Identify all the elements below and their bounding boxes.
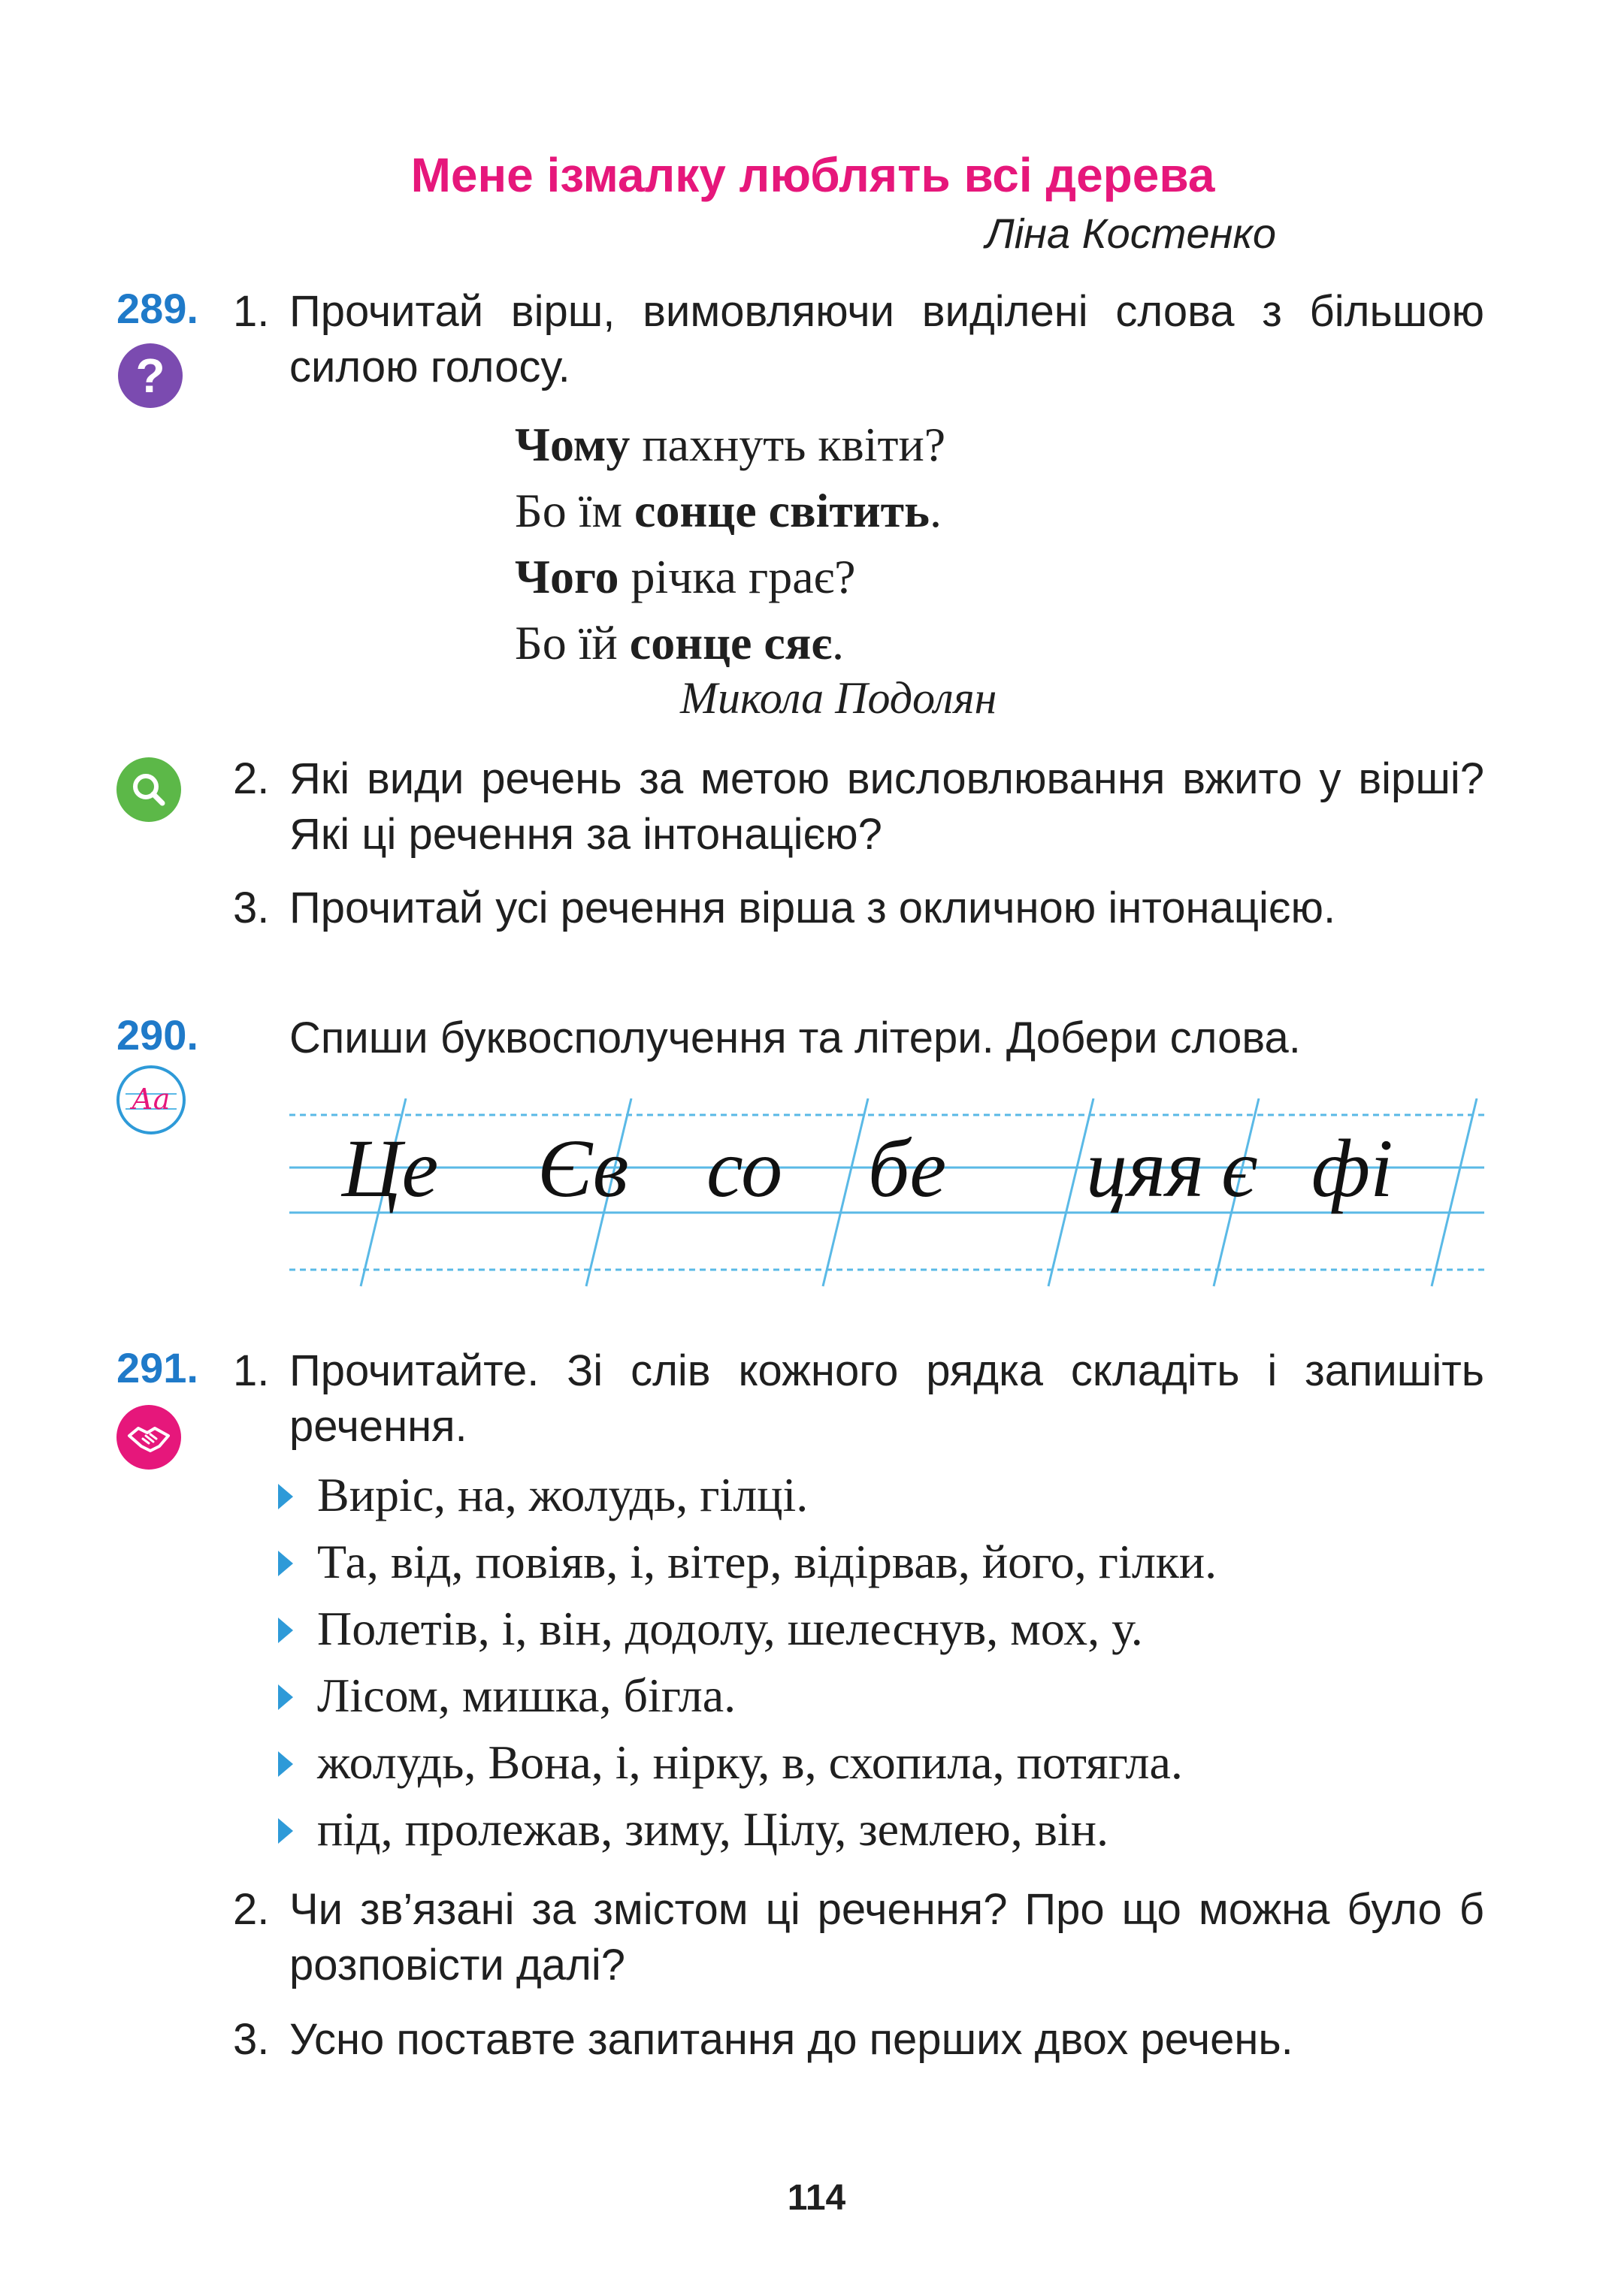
list-item-text: Полетів, і, він, додолу, шелеснув, мох, у. xyxy=(317,1602,1143,1655)
poem-line xyxy=(515,544,945,610)
exercise-number-291: 291. xyxy=(116,1344,198,1391)
handwriting-letters-2: Єв xyxy=(537,1122,629,1214)
handwriting-letters-7: фі xyxy=(1311,1122,1393,1214)
step-number: 2. xyxy=(233,754,270,803)
search-icon xyxy=(116,757,181,822)
poem-text: річка грає? xyxy=(619,550,856,603)
poem-bold-word: сонце світить xyxy=(634,484,930,537)
step-number: 2. xyxy=(233,1885,270,1934)
bullet-icon xyxy=(278,1684,293,1710)
list-item xyxy=(278,1461,1217,1528)
poem-text: Бо їм xyxy=(515,484,635,537)
list-item xyxy=(278,1729,1217,1796)
handwriting-letters-3: со xyxy=(706,1122,783,1214)
question-icon: ? xyxy=(118,343,183,408)
list-item xyxy=(278,1528,1217,1595)
poem-bold-word: Чого xyxy=(515,550,619,603)
title-author: Ліна Костенко xyxy=(985,210,1276,257)
handwriting-letters-5: цяя xyxy=(1086,1122,1205,1214)
sentence-list xyxy=(278,1461,1217,1862)
poem-text: . xyxy=(832,616,845,669)
poem-bold-word: сонце сяє xyxy=(629,616,833,669)
poem-line xyxy=(515,610,945,676)
step-number: 1. xyxy=(233,287,270,336)
list-item xyxy=(278,1662,1217,1729)
instruction-text: Які види речень за метою висловлювання вжито у вірші? Які ці речення за інтонацією? xyxy=(289,754,1484,859)
page-title: Мене ізмалку люблять всі дерева xyxy=(410,148,1215,202)
instruction-text: Усно поставте запитання до перших двох речень. xyxy=(289,2015,1293,2064)
bullet-icon xyxy=(278,1618,293,1643)
bullet-icon xyxy=(278,1751,293,1777)
poem-text: . xyxy=(929,484,942,537)
poem-text: Бо їй xyxy=(515,616,630,669)
step-number: 1. xyxy=(233,1346,270,1395)
handwriting-icon xyxy=(116,1065,186,1134)
bullet-icon xyxy=(278,1484,293,1509)
list-item xyxy=(278,1796,1217,1862)
instruction-text: Чи зв’язані за змістом ці речення? Про що можна було б розповісти далі? xyxy=(289,1885,1484,1989)
poem-line xyxy=(515,478,945,544)
exercise-number-289: 289. xyxy=(116,285,198,332)
instruction-text: Прочитай усі речення вірша з окличною інтонацією. xyxy=(289,884,1336,932)
poem-text: пахнуть квіти? xyxy=(630,418,946,471)
poem-bold-word: Чому xyxy=(515,418,631,471)
list-item-text: жолудь, Вона, і, нірку, в, схопила, потягла. xyxy=(317,1736,1183,1789)
svg-text:Аа: Аа xyxy=(132,1083,171,1116)
poem-line xyxy=(515,412,945,478)
poem xyxy=(515,412,945,676)
exercise-number-290: 290. xyxy=(116,1011,198,1059)
bullet-icon xyxy=(278,1818,293,1844)
page-number: 114 xyxy=(787,2178,846,2218)
poem-author: Микола Подолян xyxy=(680,673,997,723)
instruction-text: Прочитайте. Зі слів кожного рядка складіть і запишіть речення. xyxy=(289,1346,1484,1451)
step-number: 3. xyxy=(233,884,270,932)
handwriting-sample xyxy=(289,1098,1484,1294)
list-item xyxy=(278,1595,1217,1662)
step-number: 3. xyxy=(233,2015,270,2064)
list-item-text: Та, від, повіяв, і, вітер, відірвав, його, гілки. xyxy=(317,1535,1217,1588)
handwriting-letters-6: є xyxy=(1221,1122,1257,1214)
instruction-text: Спиши буквосполучення та літери. Добери слова. xyxy=(289,1014,1301,1062)
list-item-text: Лісом, мишка, бігла. xyxy=(317,1669,736,1722)
instruction-text: Прочитай вірш, вимовляючи виділені слова з більшою силою голосу. xyxy=(289,287,1484,391)
bullet-icon xyxy=(278,1551,293,1576)
handshake-icon xyxy=(116,1405,181,1470)
handwriting-letters-4: бе xyxy=(868,1122,947,1214)
list-item-text: Виріс, на, жолудь, гілці. xyxy=(317,1468,809,1521)
handwriting-letters-1: Це xyxy=(342,1122,439,1214)
list-item-text: під, пролежав, зиму, Цілу, землею, він. xyxy=(317,1802,1108,1856)
